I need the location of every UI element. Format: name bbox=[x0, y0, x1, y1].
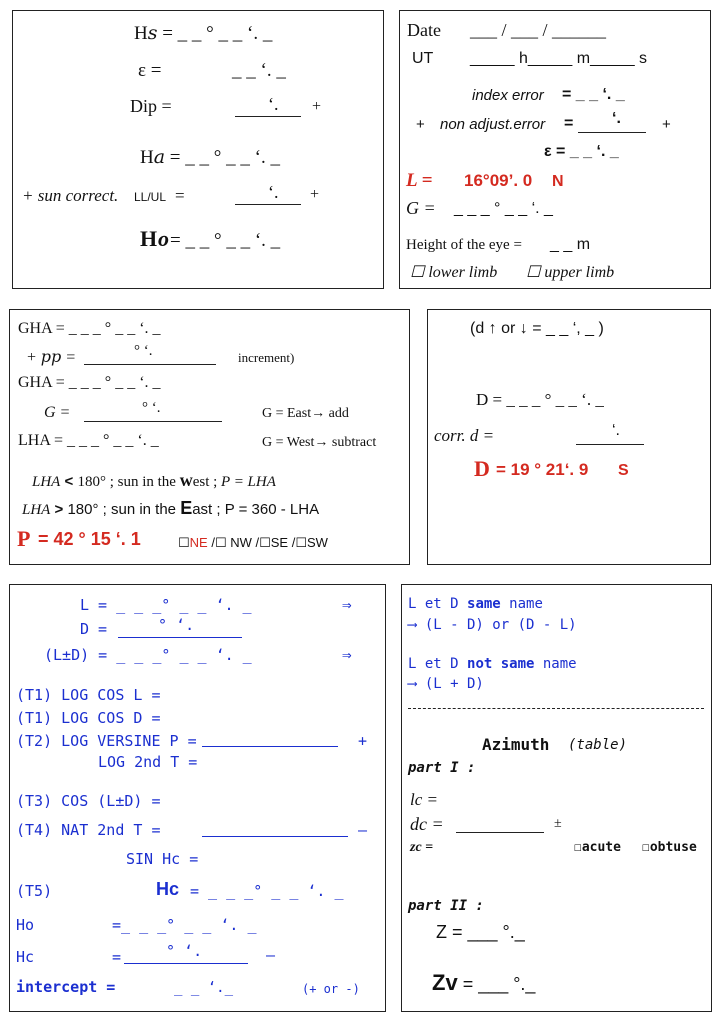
corr-d-value: ‘. bbox=[612, 422, 620, 439]
latitude-hemisphere: N bbox=[552, 173, 564, 190]
azimuth-box bbox=[401, 584, 712, 1012]
non-adjust-plus-left: + bbox=[416, 116, 425, 133]
pp-underline bbox=[84, 364, 216, 365]
non-adjust-label: non adjust.error bbox=[440, 116, 546, 133]
calc-l-arrow: ⇒ bbox=[342, 595, 352, 614]
quadrant-se[interactable]: SE / bbox=[270, 535, 296, 550]
calc-ld-arrow: ⇒ bbox=[342, 645, 352, 664]
lha-line: LHA = _ _ _ ° _ _ ‘. _ bbox=[18, 432, 159, 449]
obtuse-checkbox[interactable]: ☐obtuse bbox=[642, 840, 697, 855]
log-2nd-t: LOG 2nd T = bbox=[98, 753, 198, 771]
hc-big-label: Hc bbox=[156, 879, 180, 899]
lha-rule-east: LHA > 180° ; sun in the East ; P = 360 - LHA bbox=[22, 498, 320, 518]
lower-limb-checkbox[interactable]: ☐ lower limb bbox=[410, 264, 498, 281]
sun-underline bbox=[235, 204, 301, 205]
hc-minus: — bbox=[266, 946, 276, 964]
g-east-rule: G = East→ add bbox=[262, 406, 349, 421]
acute-checkbox[interactable]: ☐acute bbox=[574, 840, 621, 855]
t1-log-cos-l: (T1) LOG COS L = bbox=[16, 686, 161, 704]
quadrant-checkboxes[interactable]: ☐NE /☐ NW /☐SE /☐SW bbox=[178, 535, 328, 550]
index-error-value: = _ _ ‘. _ bbox=[562, 86, 625, 103]
t3-cos-ld: (T3) COS (L±D) = bbox=[16, 792, 161, 810]
g-underline bbox=[84, 421, 222, 422]
quadrant-nw[interactable]: NW / bbox=[230, 535, 260, 550]
ut-label: UT bbox=[412, 50, 434, 67]
declination-value: = 19 ° 21‘. 9 bbox=[496, 460, 589, 479]
dip-value: ‘. bbox=[268, 94, 279, 114]
dip-plus: + bbox=[312, 98, 322, 115]
p-value: = 42 ° 15 ‘. 1 bbox=[38, 529, 141, 549]
calc-l: L = _ _ _° _ _ ‘. _ bbox=[80, 596, 252, 614]
dip-underline bbox=[235, 116, 301, 117]
corr-d-label: corr. d = bbox=[434, 426, 495, 445]
sun-plus: + bbox=[310, 186, 320, 203]
ho-h: H bbox=[140, 226, 158, 251]
increment-label: increment) bbox=[238, 350, 295, 365]
hc-big-value: = _ _ _° _ _ ‘. _ bbox=[190, 882, 344, 900]
hc-underline bbox=[124, 963, 248, 964]
g-value: ° ‘. bbox=[142, 400, 161, 416]
sin-hc: SIN Hc = bbox=[126, 850, 199, 868]
longitude-format: _ _ _ ° _ _ ‘. _ bbox=[454, 200, 553, 217]
hc-label: Hc bbox=[16, 948, 35, 966]
latitude-value: 16°09’. 0 bbox=[464, 171, 533, 190]
t2-log-versine: (T2) LOG VERSINE P = bbox=[16, 732, 197, 750]
t4-nat-2nd-t: (T4) NAT 2nd T = bbox=[16, 821, 161, 839]
ho-rest: = _ _ ° _ _ ‘. _ bbox=[170, 230, 281, 251]
t1-log-cos-d: (T1) LOG COS D = bbox=[16, 709, 161, 727]
quadrant-ne[interactable]: NE bbox=[189, 535, 208, 550]
calc-ld: (L±D) = _ _ _° _ _ ‘. _ bbox=[44, 646, 252, 664]
not-same-name-formula: ⟶ (L + D) bbox=[408, 676, 484, 692]
dashed-divider bbox=[408, 708, 704, 709]
part-2-label: part II : bbox=[408, 898, 484, 914]
azimuth-title: Azimuth bbox=[482, 735, 550, 754]
declination-line: D = _ _ _ ° _ _ ‘. _ bbox=[476, 390, 604, 409]
declination-d-label: D bbox=[474, 456, 490, 481]
epsilon-value: _ _ ‘. _ bbox=[232, 60, 286, 81]
pp-value: ° ‘. bbox=[134, 343, 153, 359]
sun-correction-label: + sun correct. bbox=[22, 186, 119, 205]
upper-limb-checkbox[interactable]: ☐ upper limb bbox=[526, 264, 615, 281]
intercept-label: intercept = bbox=[16, 978, 116, 996]
azimuth-table: (table) bbox=[568, 737, 628, 753]
sun-value: ‘. bbox=[268, 182, 279, 202]
sun-eq: = bbox=[175, 186, 185, 205]
calc-d-underline bbox=[118, 637, 242, 638]
intercept-value: _ _ ‘._ bbox=[174, 980, 234, 996]
non-adjust-value: ‘. bbox=[612, 110, 621, 127]
non-adjust-eq: = bbox=[564, 115, 574, 132]
longitude-label: G = bbox=[406, 198, 436, 218]
same-name-rule: L et D same name bbox=[408, 596, 543, 612]
z-row: Z = ___ °._ bbox=[436, 922, 525, 942]
calc-d-label: D = bbox=[80, 620, 108, 638]
non-adjust-underline bbox=[578, 132, 646, 133]
t2-underline bbox=[202, 746, 338, 747]
intercept-sign: (+ or -) bbox=[302, 982, 360, 996]
zv-row: Zv = ___ °._ bbox=[432, 970, 536, 995]
g-west-rule: G = West→ subtract bbox=[262, 435, 377, 450]
gha-line-2: GHA = _ _ _ ° _ _ ‘. _ bbox=[18, 374, 161, 391]
epsilon-row: ε = _ _ ‘. _ bbox=[544, 143, 619, 160]
p-label: P bbox=[17, 526, 31, 551]
non-adjust-plus-right: + bbox=[662, 116, 671, 133]
date-format: ___ / ___ / ______ bbox=[470, 20, 607, 40]
corr-d-underline bbox=[576, 444, 644, 445]
gha-line-1: GHA = _ _ _ ° _ _ ‘. _ bbox=[18, 320, 161, 337]
hc-eq: = bbox=[112, 948, 122, 966]
hs-line: H𝑠 = _ _ ° _ _ ‘. _ bbox=[134, 23, 273, 44]
not-same-name-rule: L et D not same name bbox=[408, 656, 577, 672]
ha-line: H𝑎 = _ _ ° _ _ ‘. _ bbox=[140, 147, 280, 168]
height-eye-format: _ _ m bbox=[550, 236, 591, 253]
t4-minus: — bbox=[358, 821, 368, 839]
quadrant-sw[interactable]: SW bbox=[307, 535, 328, 550]
ho-label: Ho bbox=[16, 916, 35, 934]
dc-row: dc = bbox=[410, 814, 444, 834]
ll-ul-label: LL/UL bbox=[134, 190, 167, 204]
dc-plus-minus: ± bbox=[554, 816, 562, 831]
dc-underline bbox=[456, 832, 544, 833]
zc-row: zc = bbox=[410, 840, 434, 855]
same-name-formula: ⟶ (L - D) or (D - L) bbox=[408, 617, 577, 633]
d-correction-line: (d ↑ or ↓ = _ _ ‘, _ ) bbox=[470, 320, 604, 337]
ut-format: _____ h_____ m_____ s bbox=[470, 50, 648, 67]
pp-label: + 𝑝𝑝 = bbox=[26, 349, 77, 366]
part-1-label: part I : bbox=[408, 760, 476, 776]
hc-deg-value: ° ‘. bbox=[166, 942, 203, 960]
t2-plus: + bbox=[358, 732, 368, 750]
ho-o: o bbox=[158, 226, 169, 251]
lha-rule-west: LHA < 180° ; sun in the west ; P = LHA bbox=[32, 470, 276, 490]
date-label: Date bbox=[407, 20, 441, 40]
epsilon-label: ε = bbox=[138, 60, 162, 81]
dip-label: Dip = bbox=[130, 96, 172, 116]
t4-underline bbox=[202, 836, 348, 837]
declination-hemisphere: S bbox=[618, 462, 629, 479]
ho-value: =_ _ _° _ _ ‘. _ bbox=[112, 916, 257, 934]
height-eye-label: Height of the eye = bbox=[406, 237, 522, 253]
g-label: G = bbox=[44, 404, 71, 421]
t5-label: (T5) bbox=[16, 882, 53, 900]
lc-row: lc = bbox=[410, 790, 438, 809]
calc-d-value: ° ‘. bbox=[158, 616, 195, 634]
latitude-label: L = bbox=[406, 170, 433, 191]
index-error-label: index error bbox=[472, 87, 544, 104]
